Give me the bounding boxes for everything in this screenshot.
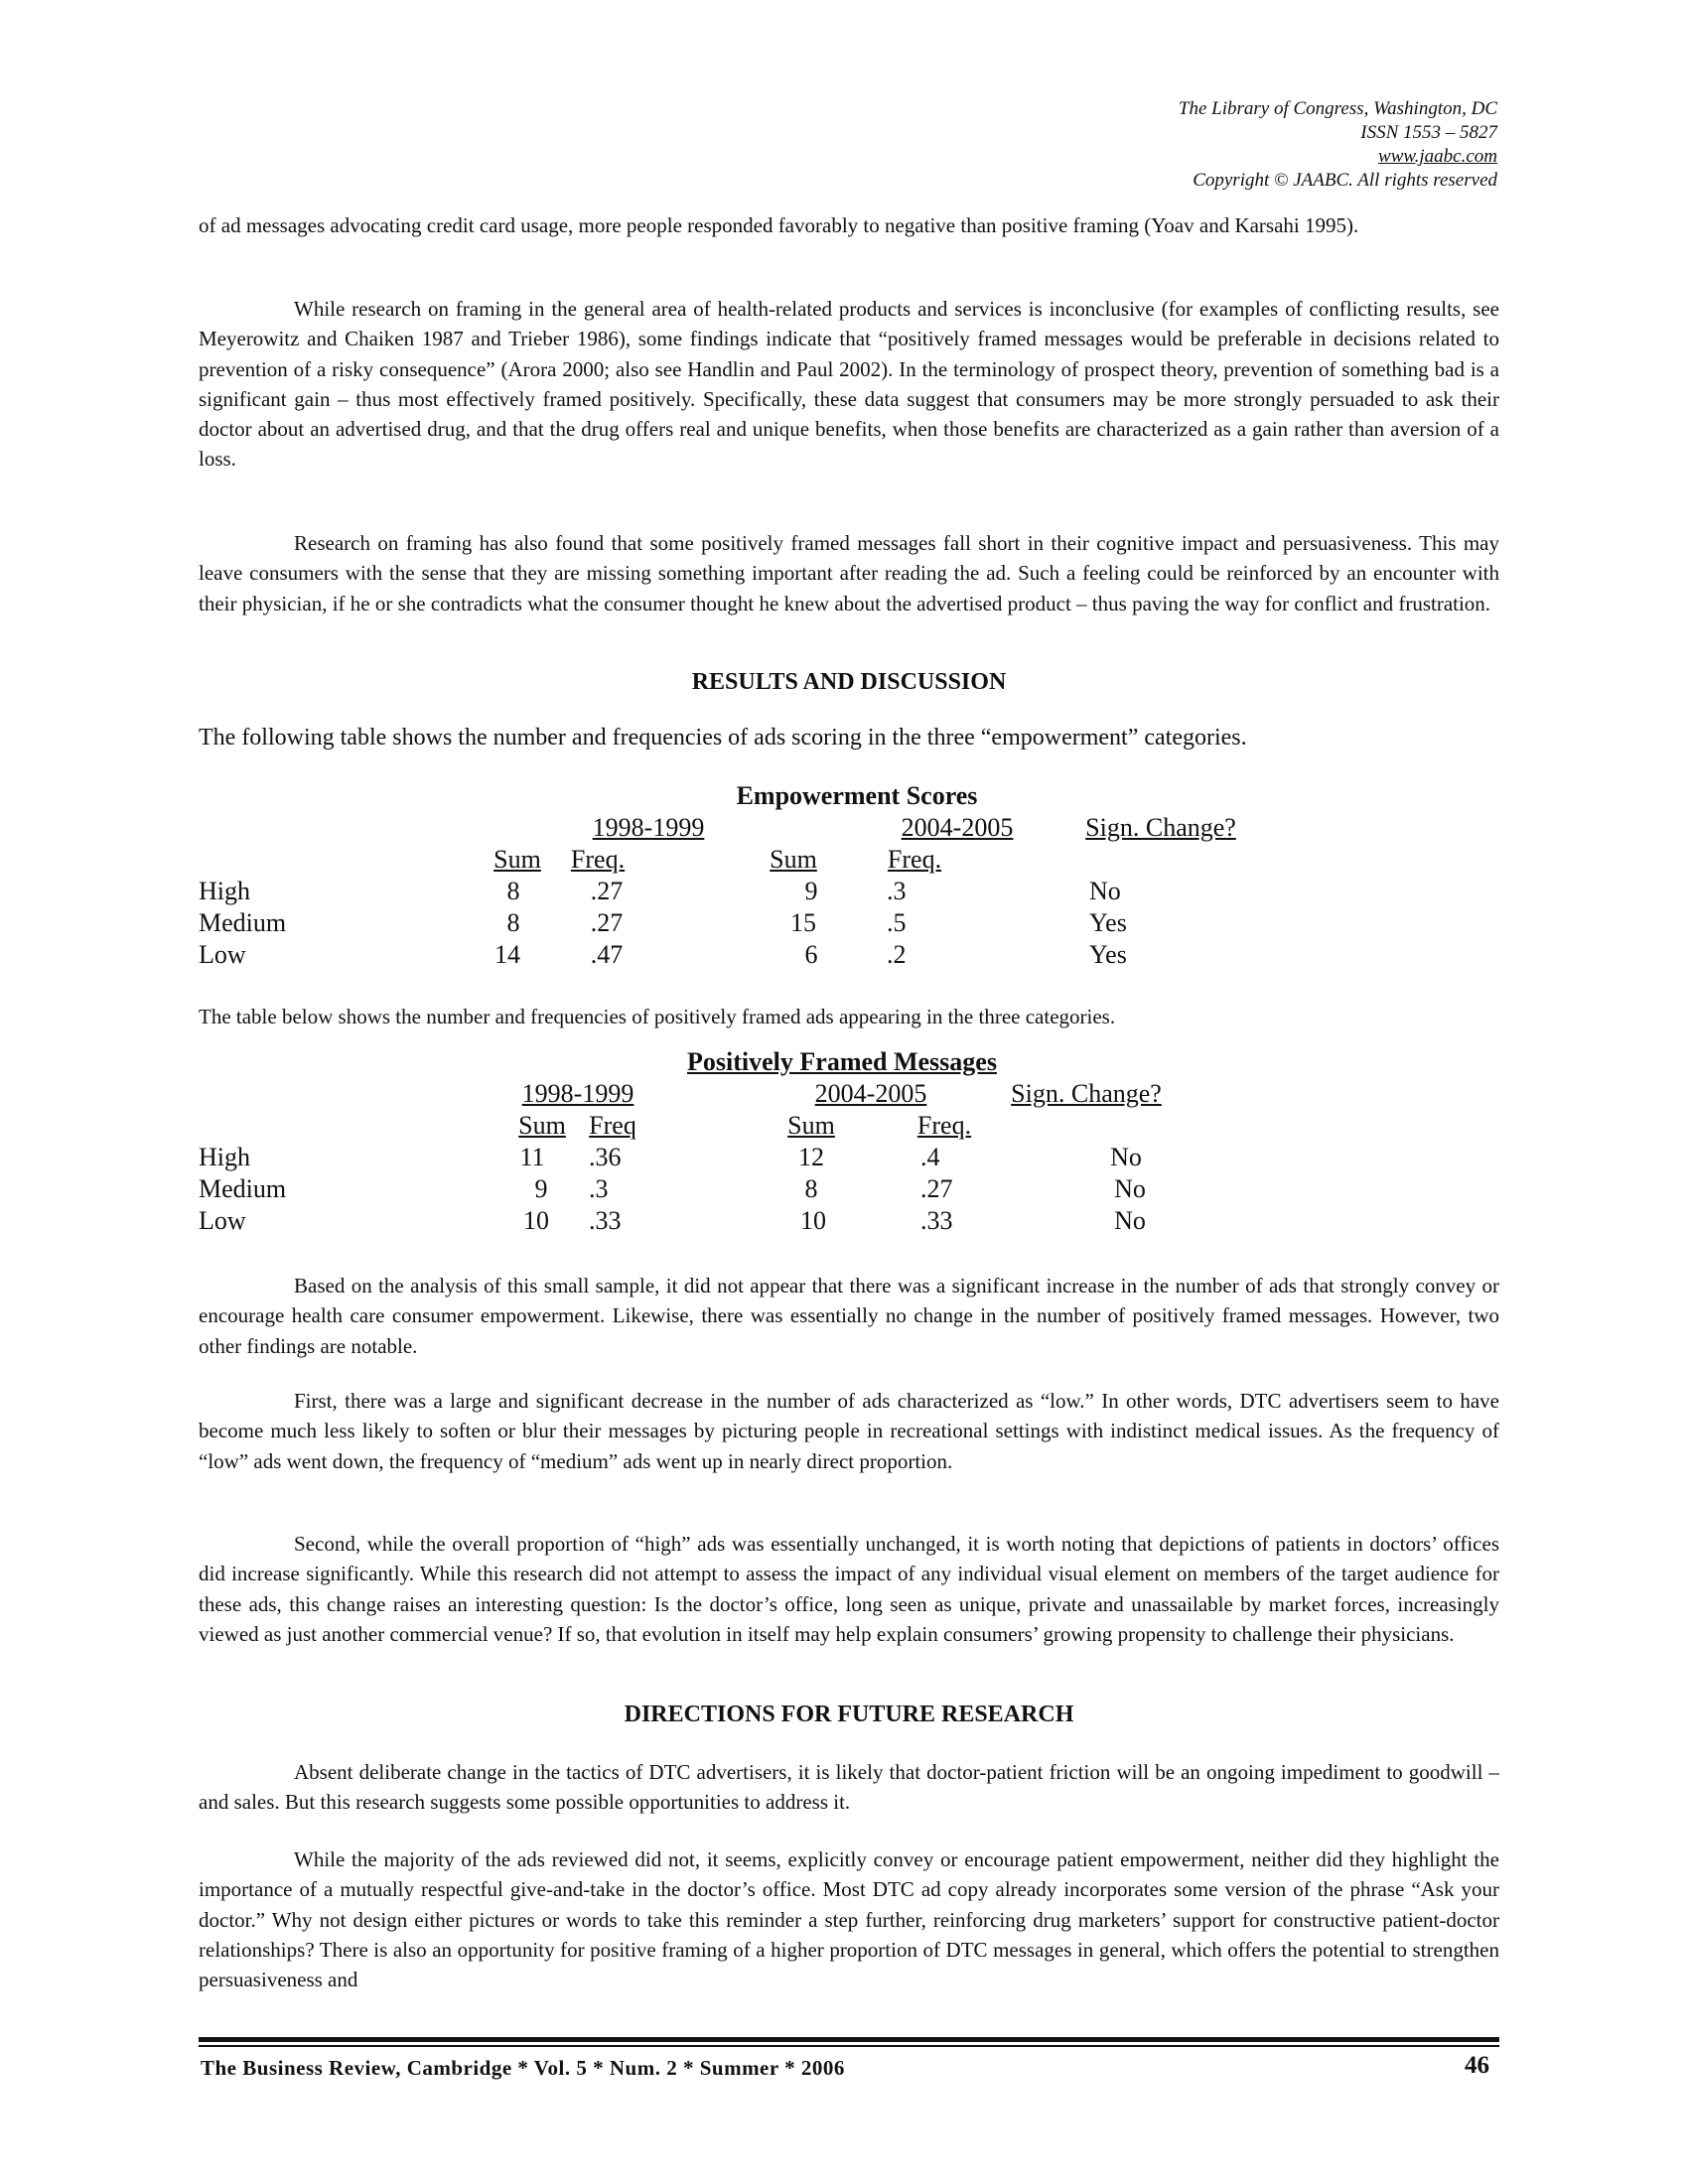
paragraph-discussion-summary: Based on the analysis of this small sample, it did not appear that there was a significant increase in the number of ads that strongly convey or encourage health care consumer empowerment. Likewise, there was essentially no change in the number of positively framed messages. However, two other findings are notable.: [199, 1274, 1499, 1358]
table2-sum-header-1: Sum: [518, 1111, 566, 1140]
table1-cell-freq1: .27: [590, 908, 624, 937]
paragraph-continued: of ad messages advocating credit card usage, more people responded favorably to negative than positive framing (Yoav and Karsahi 1995).: [199, 213, 1359, 237]
paragraph-framing-cognitive: Research on framing has also found that some positively framed messages fall short in their cognitive impact and persuasiveness. This may leave consumers with the sense that they are missing something important after reading the ad. Such a feeling could be reinforced by an encounter with their physician, if he or she contradicts what the consumer thought he knew about the advertised product – thus paving the way for conflict and frustration.: [199, 531, 1499, 615]
table1-sum-header-1: Sum: [493, 845, 541, 874]
table1-sum-header-2: Sum: [770, 845, 817, 874]
table1-period2: 2004-2005: [901, 813, 1014, 842]
header-copyright: Copyright © JAABC. All rights reserved: [1193, 170, 1497, 191]
table1-cell-freq1: .47: [590, 940, 624, 969]
footer-rule-thin: [199, 2045, 1499, 2047]
table2-cell-sum2: 12: [798, 1143, 824, 1171]
table2-row-label: Medium: [199, 1174, 287, 1203]
table1-cell-freq1: .27: [590, 877, 624, 905]
header-issn: ISSN 1553 – 5827: [1360, 122, 1497, 143]
table2-cell-sum2: 8: [804, 1174, 818, 1203]
table2-sum-header-2: Sum: [787, 1111, 835, 1140]
table2-row-label: High: [199, 1143, 250, 1171]
table1-cell-sum2: 6: [804, 940, 818, 969]
table2-cell-change: No: [1114, 1174, 1146, 1203]
table2-cell-sum1: 11: [519, 1143, 545, 1171]
table1-cell-sum2: 15: [790, 908, 816, 937]
table1-period1: 1998-1999: [592, 813, 705, 842]
table1-change-header: Sign. Change?: [1085, 813, 1236, 842]
table1-cell-freq2: .5: [887, 908, 907, 937]
table2-cell-change: No: [1110, 1143, 1142, 1171]
table1-cell-sum1: 14: [494, 940, 520, 969]
paragraph-future-intro: Absent deliberate change in the tactics of DTC advertisers, it is likely that doctor-patient friction will be an ongoing impediment to goodwill – and sales. But this research suggests some possible opportunities to address it.: [199, 1760, 1499, 1815]
table1-cell-freq2: .3: [887, 877, 907, 905]
table2-cell-sum2: 10: [800, 1206, 826, 1235]
table1-freq-header-1: Freq.: [570, 845, 626, 874]
table2-row-label: Low: [199, 1206, 246, 1235]
table2-freq-header-1: Freq: [589, 1111, 636, 1140]
paragraph-discussion-first: First, there was a large and significant decrease in the number of ads characterized as “low.” In other words, DTC advertisers seem to have become much less likely to soften or blur their messages by picturing people in recreational settings with indistinct medical issues. As the frequency of “low” ads went down, the frequency of “medium” ads went up in nearly direct proportion.: [199, 1389, 1499, 1473]
table2-cell-sum1: 9: [534, 1174, 548, 1203]
table1-cell-sum2: 9: [804, 877, 818, 905]
table1-title: Empowerment Scores: [736, 781, 978, 810]
header-url-link[interactable]: www.jaabc.com: [1378, 146, 1497, 167]
table1-row-label: High: [199, 877, 250, 905]
table2-change-header: Sign. Change?: [1011, 1079, 1162, 1108]
paragraph-framing-health: While research on framing in the general area of health-related products and services is inconclusive (for examples of conflicting results, see Meyerowitz and Chaiken 1987 and Trieber 1986), some findings indicate that “positively framed messages would be preferable in decisions related to prevention of a risky consequence” (Arora 2000; also see Handlin and Paul 2002). In the terminology of prospect theory, prevention of something bad is a significant gain – thus most effectively framed positively. Specifically, these data suggest that consumers may be more strongly persuaded to ask their doctor about an advertised drug, and that the drug offers real and unique benefits, when those benefits are characterized as a gain rather than aversion of a loss.: [199, 297, 1499, 472]
table1-intro: The following table shows the number and frequencies of ads scoring in the three “empowerment” categories.: [199, 725, 1247, 751]
table1-cell-change: No: [1089, 877, 1121, 905]
table2-cell-change: No: [1114, 1206, 1146, 1235]
footer-journal: The Business Review, Cambridge * Vol. 5 * Num. 2 * Summer * 2006: [201, 2056, 845, 2080]
table1-row-label: Low: [199, 940, 246, 969]
table2-cell-freq1: .36: [589, 1143, 622, 1171]
table2-cell-freq2: .4: [920, 1143, 940, 1171]
paragraph-discussion-second: Second, while the overall proportion of “high” ads was essentially unchanged, it is worth noting that depictions of patients in doctors’ offices did increase significantly. While this research did not attempt to assess the impact of any individual visual element on members of the target audience for these ads, this change raises an interesting question: Is the doctor’s office, long seen as unique, private and unassailable by market forces, increasingly viewed as just another commercial venue? If so, that evolution in itself may help explain consumers’ growing propensity to challenge their physicians.: [199, 1532, 1499, 1646]
page-number: 46: [1465, 2052, 1489, 2079]
table2-cell-freq1: .3: [589, 1174, 609, 1203]
table1-cell-change: Yes: [1089, 940, 1127, 969]
table2-cell-freq2: .33: [920, 1206, 953, 1235]
running-header: [0, 97, 1497, 193]
table1-freq-header-2: Freq.: [887, 845, 942, 874]
table2-title: Positively Framed Messages: [687, 1047, 997, 1076]
table2-cell-sum1: 10: [523, 1206, 549, 1235]
table1-row-label: Medium: [199, 908, 287, 937]
table1-cell-sum1: 8: [506, 877, 520, 905]
table2-cell-freq1: .33: [589, 1206, 622, 1235]
paragraph-future-opportunities: While the majority of the ads reviewed did not, it seems, explicitly convey or encourage patient empowerment, neither did they highlight the importance of a mutually respectful give-and-take in the doctor’s office. Most DTC ad copy already incorporates some version of the phrase “Ask your doctor.” Why not design either pictures or words to take this reminder a step further, reinforcing drug marketers’ support for constructive patient-doctor relationships? There is also an opportunity for positive framing of a higher proportion of DTC messages in general, which offers the potential to strengthen persuasiveness and: [199, 1847, 1499, 1992]
table2-intro: The table below shows the number and frequencies of positively framed ads appearing in the three categories.: [199, 1005, 1116, 1028]
table2-period1: 1998-1999: [521, 1079, 634, 1108]
table1-cell-sum1: 8: [506, 908, 520, 937]
table1-cell-freq2: .2: [887, 940, 907, 969]
section-heading-future: DIRECTIONS FOR FUTURE RESEARCH: [624, 1702, 1074, 1727]
table2-cell-freq2: .27: [920, 1174, 953, 1203]
footer-rule-thick: [199, 2037, 1499, 2042]
header-library: The Library of Congress, Washington, DC: [1178, 98, 1497, 119]
table1-cell-change: Yes: [1089, 908, 1127, 937]
section-heading-results: RESULTS AND DISCUSSION: [691, 669, 1007, 695]
table2-freq-header-2: Freq.: [916, 1111, 972, 1140]
table2-period2: 2004-2005: [814, 1079, 927, 1108]
